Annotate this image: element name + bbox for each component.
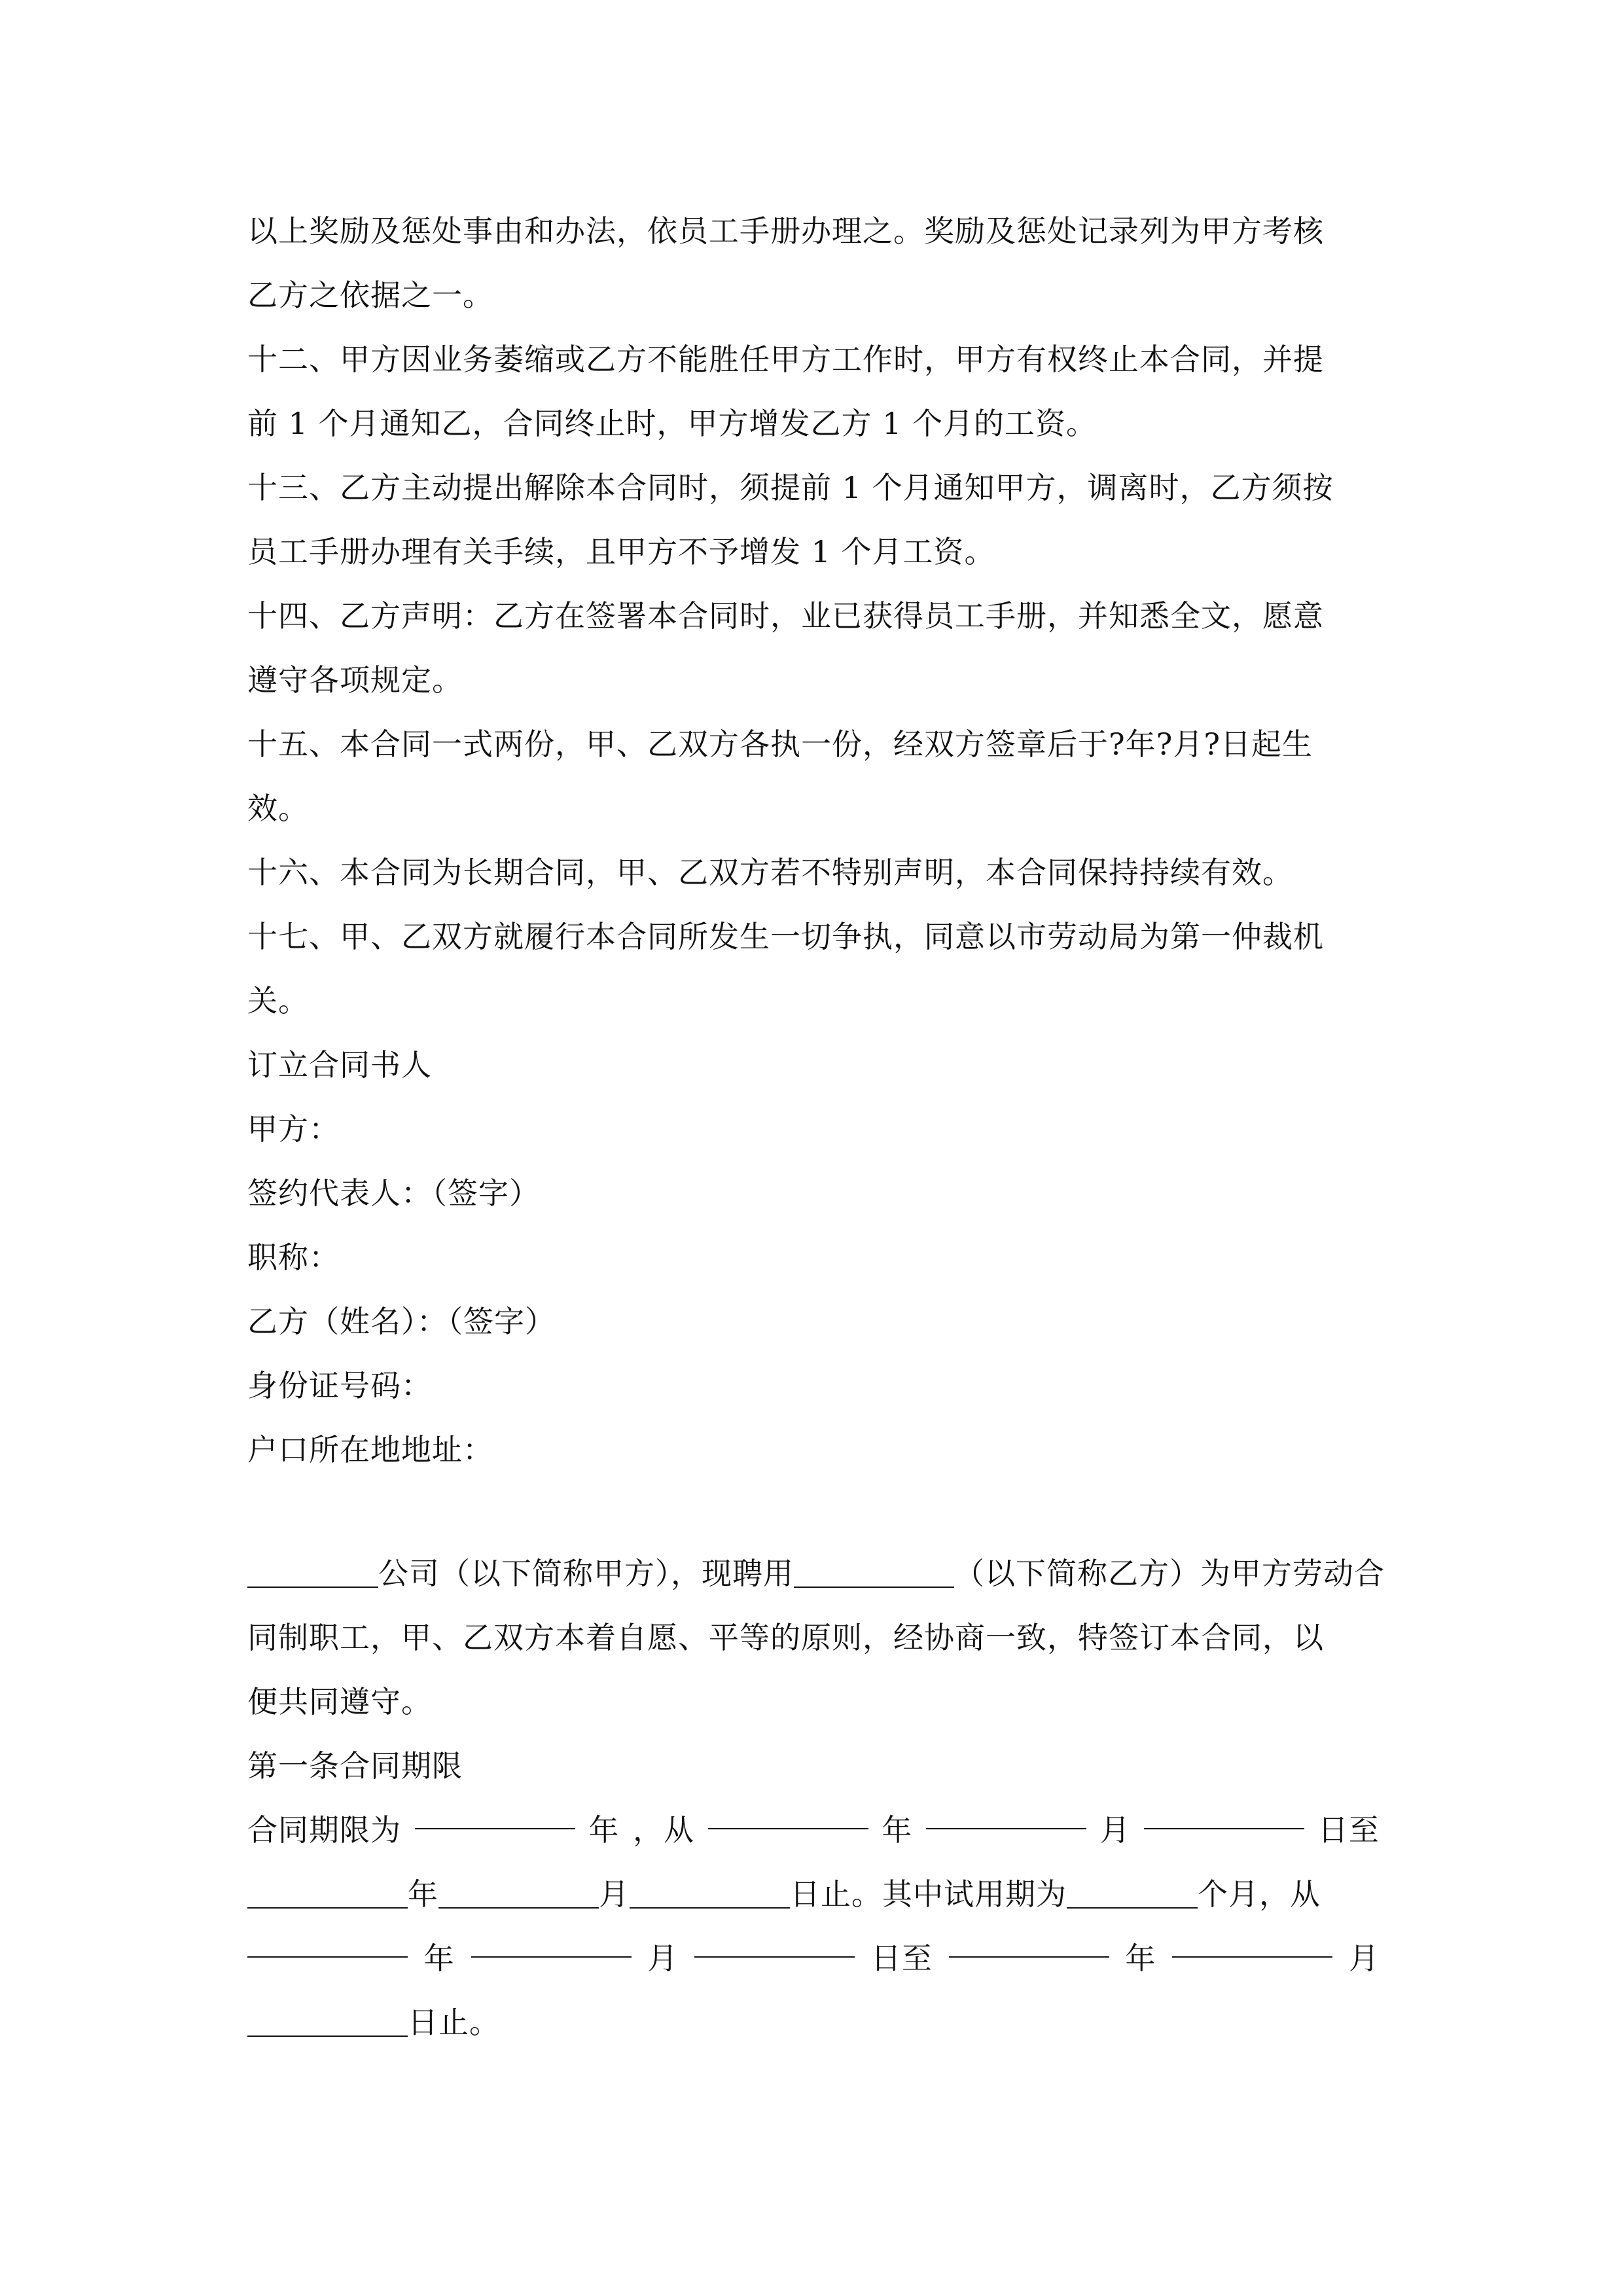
intro-line-1 (247, 1541, 1385, 1605)
end-day-blank[interactable] (630, 1877, 790, 1909)
intro-line-2: 同制职工，甲、乙双方本着自愿、平等的原则，经协商一致，特签订本合同，以 (247, 1620, 1324, 1655)
party-b-name-label: 乙方（姓名）：（签字） (247, 1304, 556, 1339)
company-name-blank[interactable] (247, 1556, 378, 1588)
clause-14-line-1: 十四、乙方声明：乙方在签署本合同时，业已获得员工手册，并知悉全文，愿意 (247, 598, 1324, 634)
probation-start-day-blank[interactable] (694, 1926, 855, 1958)
intro-party-b-text: （以下简称乙方）为甲方劳动合 (954, 1556, 1385, 1591)
month-label: 月 (1348, 1941, 1380, 1976)
probation-start-year-blank[interactable] (247, 1926, 408, 1958)
clause-13-line-2: 员工手册办理有关手续，且甲方不予增发 1 个月工资。 (247, 534, 995, 569)
clause-12-line-1: 十二、甲方因业务萎缩或乙方不能胜任甲方工作时，甲方有权终止本合同，并提 (247, 342, 1324, 377)
probation-end-year-blank[interactable] (949, 1926, 1109, 1958)
year-label: 年 (588, 1812, 620, 1848)
day-end-label: 日止。其中试用期为 (790, 1876, 1067, 1912)
term-prefix: 合同期限为 (247, 1812, 401, 1848)
start-year-blank[interactable] (708, 1798, 868, 1829)
year-label: 年 (408, 1876, 438, 1912)
intro-company-text: 公司（以下简称甲方），现聘用 (378, 1556, 794, 1591)
months-from-label: 个月，从 (1198, 1876, 1321, 1912)
day-to-label: 日至 (1317, 1812, 1380, 1848)
day-to-label: 日至 (870, 1941, 933, 1976)
term-line-3 (247, 1926, 1380, 1990)
clause-14-line-2: 遵守各项规定。 (247, 662, 463, 698)
year-label: 年 (882, 1812, 913, 1848)
clause-15-line-1: 十五、本合同一式两份，甲、乙双方各执一份，经双方签章后于?年?月?日起生 (247, 726, 1313, 762)
clause-15-line-2: 效。 (247, 791, 309, 826)
end-year-blank[interactable] (247, 1877, 408, 1909)
year-label: 年 (423, 1941, 455, 1976)
clause-16-line: 十六、本合同为长期合同，甲、乙双方若不特别声明，本合同保持持续有效。 (247, 855, 1293, 890)
household-address-label: 户口所在地地址： (247, 1432, 493, 1467)
end-month-blank[interactable] (438, 1877, 599, 1909)
contract-intro-section (247, 1541, 1385, 2054)
party-a-label: 甲方： (247, 1111, 340, 1147)
term-line-4 (247, 1990, 1380, 2054)
probation-end-day-blank[interactable] (247, 2005, 408, 2037)
id-number-label: 身份证号码： (247, 1368, 432, 1403)
start-month-blank[interactable] (926, 1798, 1086, 1829)
clause-13-line-1: 十三、乙方主动提出解除本合同时，须提前 1 个月通知甲方，调离时，乙方须按 (247, 470, 1334, 505)
intro-line-3: 便共同遵守。 (247, 1684, 432, 1719)
start-day-blank[interactable] (1144, 1798, 1304, 1829)
text-line: 以上奖励及惩处事由和办法，依员工手册办理之。奖励及惩处记录列为甲方考核 (247, 213, 1324, 249)
from-label: ，从 (632, 1812, 694, 1848)
month-label: 月 (599, 1876, 630, 1912)
term-years-blank[interactable] (415, 1798, 575, 1829)
term-line-2 (247, 1862, 1380, 1926)
month-label: 月 (647, 1941, 679, 1976)
clause-17-line-1: 十七、甲、乙双方就履行本合同所发生一切争执，同意以市劳动局为第一仲裁机 (247, 919, 1324, 954)
text-line: 乙方之依据之一。 (247, 278, 493, 313)
clause-17-line-2: 关。 (247, 983, 309, 1018)
final-day-label: 日止。 (408, 2005, 500, 2040)
signatories-heading: 订立合同书人 (247, 1047, 432, 1083)
clause-12-line-2: 前 1 个月通知乙，合同终止时，甲方增发乙方 1 个月的工资。 (247, 406, 1097, 441)
probation-start-month-blank[interactable] (471, 1926, 632, 1958)
employee-name-blank[interactable] (794, 1556, 954, 1588)
contract-clauses-section (247, 199, 1380, 1482)
month-label: 月 (1099, 1812, 1131, 1848)
year-label: 年 (1125, 1941, 1156, 1976)
job-title-label: 职称： (247, 1240, 340, 1275)
term-line-1 (247, 1798, 1380, 1862)
article-1-title: 第一条合同期限 (247, 1748, 463, 1784)
probation-months-blank[interactable] (1067, 1877, 1198, 1909)
signing-representative-label: 签约代表人：（签字） (247, 1175, 540, 1211)
probation-end-month-blank[interactable] (1172, 1926, 1332, 1958)
